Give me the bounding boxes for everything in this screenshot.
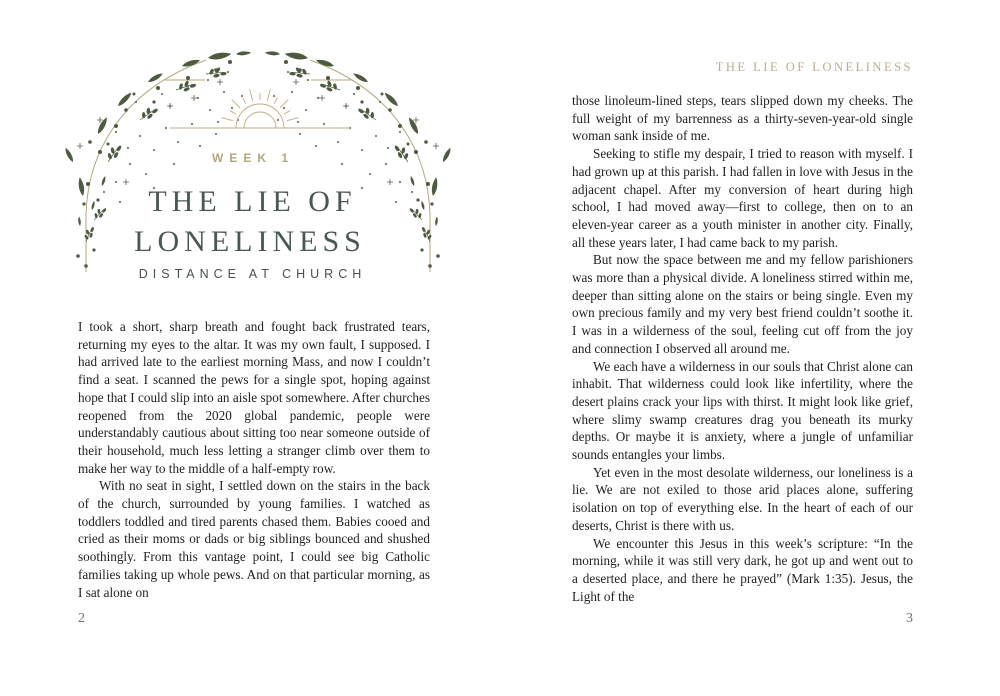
running-header: THE LIE OF LONELINESS xyxy=(715,60,913,74)
body-paragraph: those linoleum-lined steps, tears slipped down my cheeks. The full weight of my barrenness as a thirty-seven-year-old single woman sank inside of me. xyxy=(572,93,913,144)
left-page-body xyxy=(78,318,430,601)
page-number: 2 xyxy=(78,611,85,626)
body-paragraph: But now the space between me and my fellow parishioners was more than a physical divide. A loneliness stirred within me, deeper than sitting alone on the stairs or being single. Even my own precious family and my very best friend couldn’t soothe it. I was in a wilderness of the soul, feeling cut off from the joy and connection I observed all around me. xyxy=(572,252,913,356)
body-paragraph: I took a short, sharp breath and fought back frustrated tears, returning my eyes to the altar. It was my own fault, I supposed. I had arrived late to the earliest morning Mass, and now I couldn’t find a seat. I scanned the pews for a single spot, hoping against hope that I could slip into an aisle spot somewhere. After churches reopened from the 2020 global pandemic, people were understandably cautious about sitting too near someone outside of their household, much less letting a stranger climb over them to make her way to the middle of a half-empty row. xyxy=(78,319,430,476)
chapter-subtitle: DISTANCE AT CHURCH xyxy=(138,267,367,281)
chapter-title-line1: THE LIE OF xyxy=(148,185,357,218)
week-label: WEEK 1 xyxy=(211,151,294,165)
right-page-body xyxy=(572,92,913,605)
chapter-title-line2: LONELINESS xyxy=(134,225,366,258)
body-paragraph: We each have a wilderness in our souls that Christ alone can inhabit. That wilderness could look like infertility, where the desert plains crack your lips with thirst. It might look like grief, where slimy swamp creatures drag you beneath its murky depths. Or maybe it is anxiety, where a jungle of unfamiliar sounds entangles your limbs. xyxy=(572,358,913,463)
page-number: 3 xyxy=(906,611,913,626)
body-paragraph: Yet even in the most desolate wilderness, our loneliness is a lie. We are not exiled to those arid places alone, suffering isolation on top of everything else. In the heart of each of our deserts, Christ is there with us. xyxy=(572,464,913,533)
body-paragraph: Seeking to stifle my despair, I tried to reason with myself. I had grown up at this parish. I had fallen in love with Jesus in the adjacent chapel. After my conversion of heart during high school, I had moved away—first to college, then on to an eleven-year career as a youth minister in another city. Finally, all these years later, I had came back to my parish. xyxy=(572,146,913,250)
sunrise-icon xyxy=(170,89,350,128)
body-paragraph: We encounter this Jesus in this week’s scripture: “In the morning, while it was still very dark, he got up and went out to a deserted place, and there he prayed” (Mark 1:35). Jesus, the Light of the xyxy=(572,535,913,604)
body-paragraph: With no seat in sight, I settled down on the stairs in the back of the church, surrounded by young families. I watched as toddlers toddled and tired parents chased them. Babies cooed and cried as their moms or dads or big siblings bounced and shushed soothingly. From this vantage point, I could see big Catholic families taking up whole pews. And on that particular morning, as I sat alone on xyxy=(78,478,430,600)
chapter-title xyxy=(0,182,500,262)
right-page xyxy=(500,0,1000,696)
